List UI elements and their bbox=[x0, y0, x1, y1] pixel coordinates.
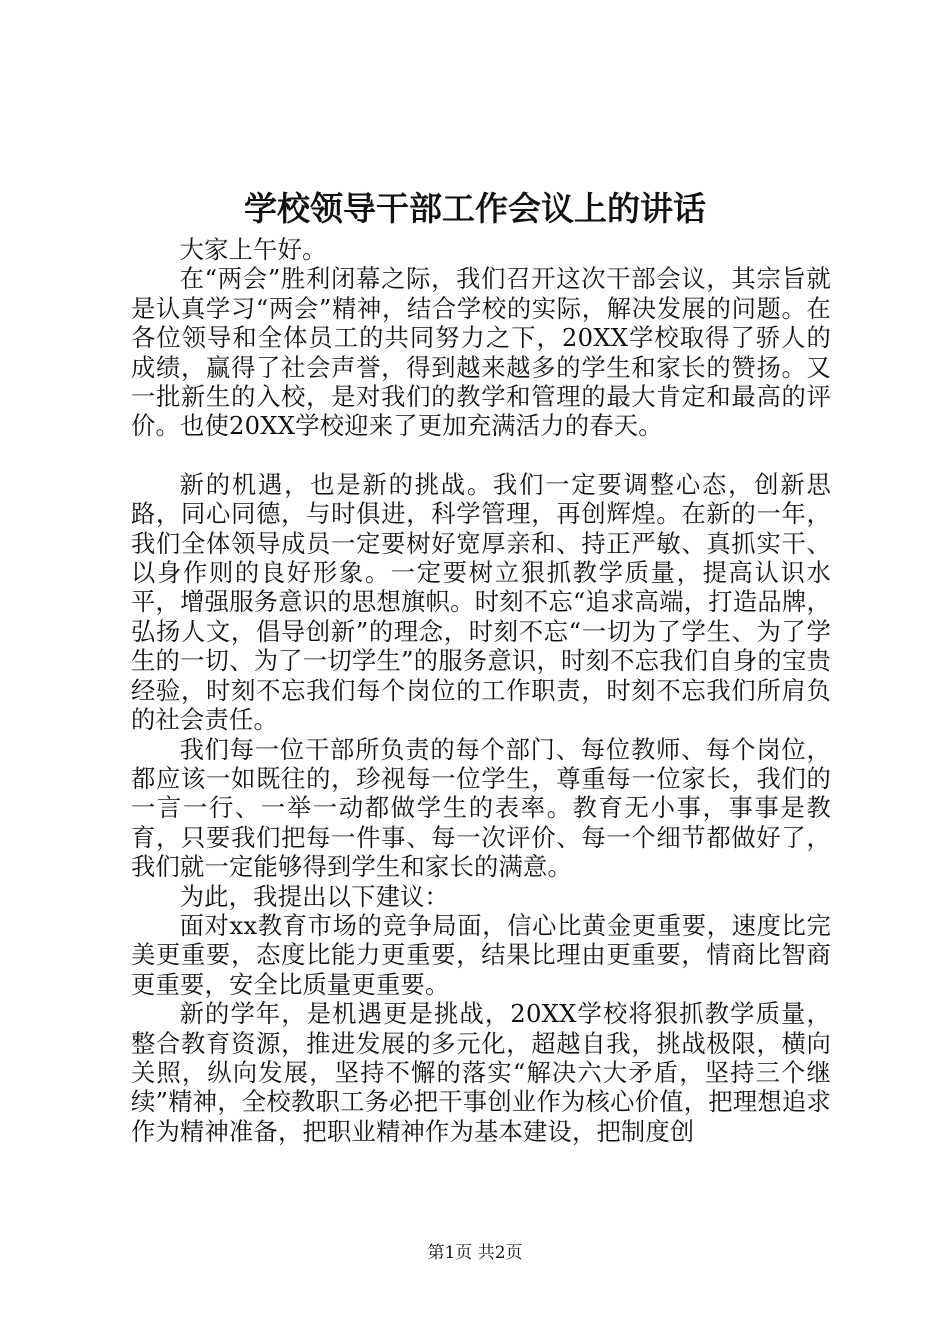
paragraph-new-year: 新的学年，是机遇更是挑战，20XX学校将狠抓教学质量，整合教育资源，推进发展的多元化，超越自我，挑战极限，横向关照，纵向发展，坚持不懈的落实“解决六大矛盾，坚持三个继续”精神，全校教职工务必把干事创业作为核心价值，把理想追求作为精神准备，把职业精神作为基本建设，把制度创 bbox=[131, 999, 831, 1146]
paragraph-competition: 面对xx教育市场的竞争局面，信心比黄金更重要，速度比完美更重要，态度比能力更重要，结果比理由更重要，情商比智商更重要，安全比质量更重要。 bbox=[131, 910, 831, 999]
document-body bbox=[131, 235, 831, 1146]
paragraph-greeting: 大家上午好。 bbox=[179, 235, 327, 264]
paragraph-cadres: 我们每一位干部所负责的每个部门、每位教师、每个岗位，都应该一如既往的，珍视每一位学生，尊重每一位家长，我们的一言一行、一举一动都做学生的表率。教育无小事，事事是教育，只要我们把每一件事、每一次评价、每一个细节都做好了，我们就一定能够得到学生和家长的满意。 bbox=[131, 734, 831, 882]
page-number-footer: 第1页 共2页 bbox=[427, 1243, 523, 1263]
paragraph-intro: 在“两会”胜利闭幕之际，我们召开这次干部会议，其宗旨就是认真学习“两会”精神，结合学校的实际，解决发展的问题。在各位领导和全体员工的共同努力之下，20XX学校取得了骄人的成绩，赢得了社会声誉，得到越来越多的学生和家长的赞扬。又一批新生的入校，是对我们的教学和管理的最大肯定和最高的评价。也使20XX学校迎来了更加充满活力的春天。 bbox=[131, 264, 831, 441]
paragraph-gap bbox=[131, 441, 831, 470]
document-title: 学校领导干部工作会议上的讲话 bbox=[244, 189, 706, 228]
paragraph-opportunity: 新的机遇，也是新的挑战。我们一定要调整心态，创新思路，同心同德，与时俱进，科学管理，再创辉煌。在新的一年，我们全体领导成员一定要树好宽厚亲和、持正严敏、真抓实干、以身作则的良好形象。一定要树立狠抓教学质量，提高认识水平，增强服务意识的思想旗帜。时刻不忘“追求高端，打造品牌，弘扬人文，倡导创新”的理念，时刻不忘“一切为了学生、为了学生的一切、为了一切学生”的服务意识，时刻不忘我们自身的宝贵经验，时刻不忘我们每个岗位的工作职责，时刻不忘我们所肩负的社会责任。 bbox=[131, 469, 831, 735]
paragraph-proposal: 为此，我提出以下建议： bbox=[179, 881, 450, 911]
